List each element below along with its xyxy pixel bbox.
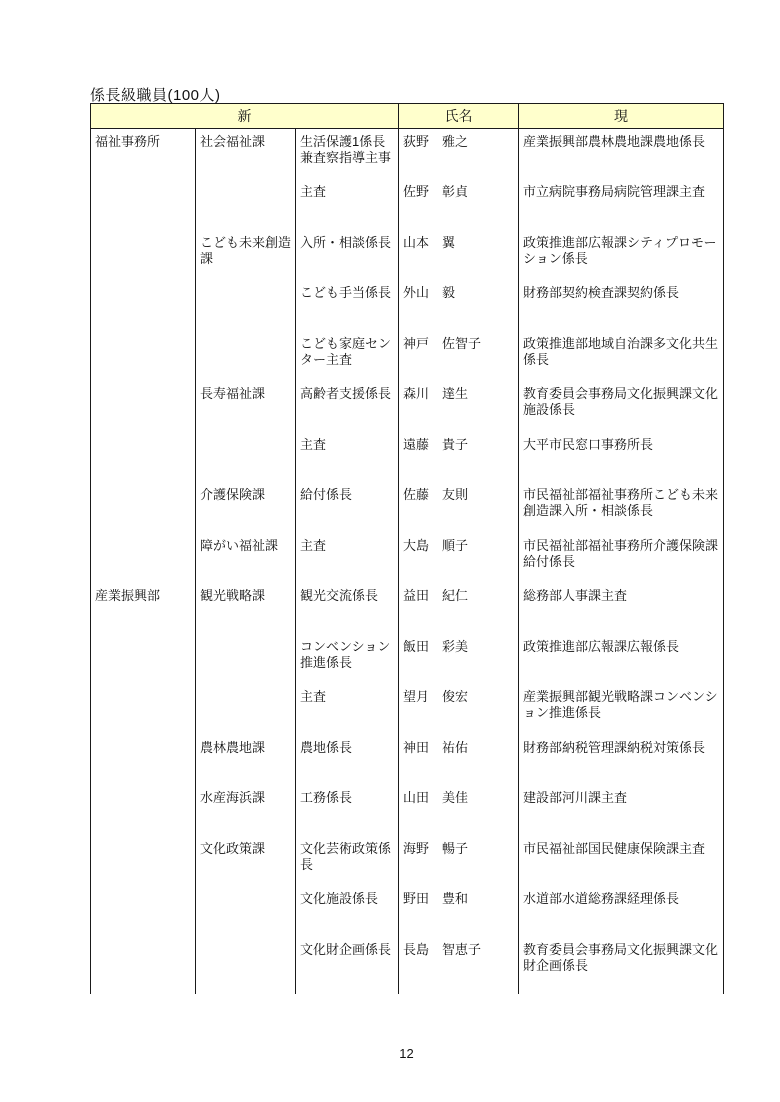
- cell-new-division: 水産海浜課: [196, 785, 296, 836]
- cell-new-position: コンベンション推進係長: [296, 634, 399, 685]
- cell-current-position: 市民福祉部国民健康保険課主査: [519, 836, 724, 887]
- cell-new-division: [196, 937, 296, 994]
- cell-name: 荻野 雅之: [399, 129, 519, 180]
- column-header-new: 新: [91, 104, 399, 129]
- cell-new-department: [91, 937, 196, 994]
- cell-current-position: 政策推進部広報課広報係長: [519, 634, 724, 685]
- cell-new-position: 文化芸術政策係長: [296, 836, 399, 887]
- cell-current-position: 市民福祉部福祉事務所こども未来創造課入所・相談係長: [519, 482, 724, 533]
- cell-current-position: 財務部契約検査課契約係長: [519, 280, 724, 331]
- cell-name: 海野 暢子: [399, 836, 519, 887]
- cell-current-position: 教育委員会事務局文化振興課文化財企画係長: [519, 937, 724, 994]
- cell-current-position: 政策推進部地域自治課多文化共生係長: [519, 331, 724, 382]
- cell-current-position: 産業振興部農林農地課農地係長: [519, 129, 724, 180]
- cell-new-position: こども手当係長: [296, 280, 399, 331]
- cell-new-position: 文化財企画係長: [296, 937, 399, 994]
- cell-current-position: 水道部水道総務課経理係長: [519, 886, 724, 937]
- cell-current-position: 政策推進部広報課シティプロモーション係長: [519, 230, 724, 281]
- cell-new-division: こども未来創造課: [196, 230, 296, 281]
- cell-current-position: 大平市民窓口事務所長: [519, 432, 724, 483]
- cell-new-department: 福祉事務所: [91, 129, 196, 180]
- table-header-row: [91, 104, 724, 129]
- table-row: [91, 179, 724, 230]
- cell-new-division: [196, 331, 296, 382]
- page-title: 係長級職員(100人): [90, 87, 221, 104]
- cell-new-department: [91, 432, 196, 483]
- cell-new-position: 文化施設係長: [296, 886, 399, 937]
- cell-current-position: 総務部人事課主査: [519, 583, 724, 634]
- cell-name: 大島 順子: [399, 533, 519, 584]
- cell-new-department: [91, 179, 196, 230]
- cell-name: 野田 豊和: [399, 886, 519, 937]
- cell-new-department: [91, 533, 196, 584]
- table-row: [91, 230, 724, 281]
- table-row: [91, 886, 724, 937]
- table-row: [91, 482, 724, 533]
- table-row: [91, 129, 724, 180]
- table-row: [91, 280, 724, 331]
- table-row: [91, 381, 724, 432]
- cell-current-position: 産業振興部観光戦略課コンベンション推進係長: [519, 684, 724, 735]
- cell-name: 佐藤 友則: [399, 482, 519, 533]
- cell-new-department: [91, 230, 196, 281]
- table-row: [91, 684, 724, 735]
- table-row: [91, 937, 724, 994]
- cell-new-division: [196, 432, 296, 483]
- cell-new-position: 主査: [296, 533, 399, 584]
- cell-new-department: [91, 331, 196, 382]
- cell-new-department: [91, 482, 196, 533]
- cell-new-position: 工務係長: [296, 785, 399, 836]
- cell-new-position: 主査: [296, 684, 399, 735]
- table-row: [91, 432, 724, 483]
- cell-current-position: 市立病院事務局病院管理課主査: [519, 179, 724, 230]
- cell-new-division: 農林農地課: [196, 735, 296, 786]
- cell-new-division: 文化政策課: [196, 836, 296, 887]
- table-row: [91, 836, 724, 887]
- cell-new-position: 主査: [296, 179, 399, 230]
- cell-name: 遠藤 貴子: [399, 432, 519, 483]
- cell-name: 山田 美佳: [399, 785, 519, 836]
- cell-new-division: [196, 179, 296, 230]
- cell-name: 神田 祐佑: [399, 735, 519, 786]
- cell-new-position: 入所・相談係長: [296, 230, 399, 281]
- cell-new-position: 主査: [296, 432, 399, 483]
- cell-name: 神戸 佐智子: [399, 331, 519, 382]
- cell-new-department: [91, 684, 196, 735]
- table-row: [91, 331, 724, 382]
- cell-new-division: [196, 280, 296, 331]
- cell-new-department: [91, 280, 196, 331]
- cell-new-department: [91, 836, 196, 887]
- table-body: [91, 129, 724, 994]
- cell-name: 森川 達生: [399, 381, 519, 432]
- cell-new-division: 社会福祉課: [196, 129, 296, 180]
- cell-name: 益田 紀仁: [399, 583, 519, 634]
- page-number: 12: [399, 1046, 414, 1061]
- cell-name: 長島 智恵子: [399, 937, 519, 994]
- table-row: [91, 533, 724, 584]
- cell-new-department: [91, 886, 196, 937]
- table-row: [91, 583, 724, 634]
- cell-name: 山本 翼: [399, 230, 519, 281]
- cell-new-position: 生活保護1係長兼査察指導主事: [296, 129, 399, 180]
- cell-new-division: 介護保険課: [196, 482, 296, 533]
- cell-new-position: 給付係長: [296, 482, 399, 533]
- cell-current-position: 財務部納税管理課納税対策係長: [519, 735, 724, 786]
- staff-transfer-table: [90, 103, 724, 994]
- cell-new-position: 高齢者支援係長: [296, 381, 399, 432]
- cell-new-department: [91, 634, 196, 685]
- cell-new-division: [196, 886, 296, 937]
- cell-current-position: 市民福祉部福祉事務所介護保険課給付係長: [519, 533, 724, 584]
- cell-name: 佐野 彰貞: [399, 179, 519, 230]
- cell-new-division: 長寿福祉課: [196, 381, 296, 432]
- table-row: [91, 735, 724, 786]
- table-row: [91, 785, 724, 836]
- cell-new-position: 農地係長: [296, 735, 399, 786]
- column-header-name: 氏名: [399, 104, 519, 129]
- cell-current-position: 建設部河川課主査: [519, 785, 724, 836]
- cell-new-position: 観光交流係長: [296, 583, 399, 634]
- cell-new-division: 観光戦略課: [196, 583, 296, 634]
- cell-new-department: [91, 735, 196, 786]
- cell-new-division: 障がい福祉課: [196, 533, 296, 584]
- cell-new-division: [196, 684, 296, 735]
- cell-new-division: [196, 634, 296, 685]
- cell-name: 望月 俊宏: [399, 684, 519, 735]
- cell-new-department: [91, 381, 196, 432]
- cell-name: 飯田 彩美: [399, 634, 519, 685]
- cell-current-position: 教育委員会事務局文化振興課文化施設係長: [519, 381, 724, 432]
- cell-new-department: [91, 785, 196, 836]
- cell-name: 外山 毅: [399, 280, 519, 331]
- column-header-current: 現: [519, 104, 724, 129]
- cell-new-position: こども家庭センター主査: [296, 331, 399, 382]
- cell-new-department: 産業振興部: [91, 583, 196, 634]
- table-row: [91, 634, 724, 685]
